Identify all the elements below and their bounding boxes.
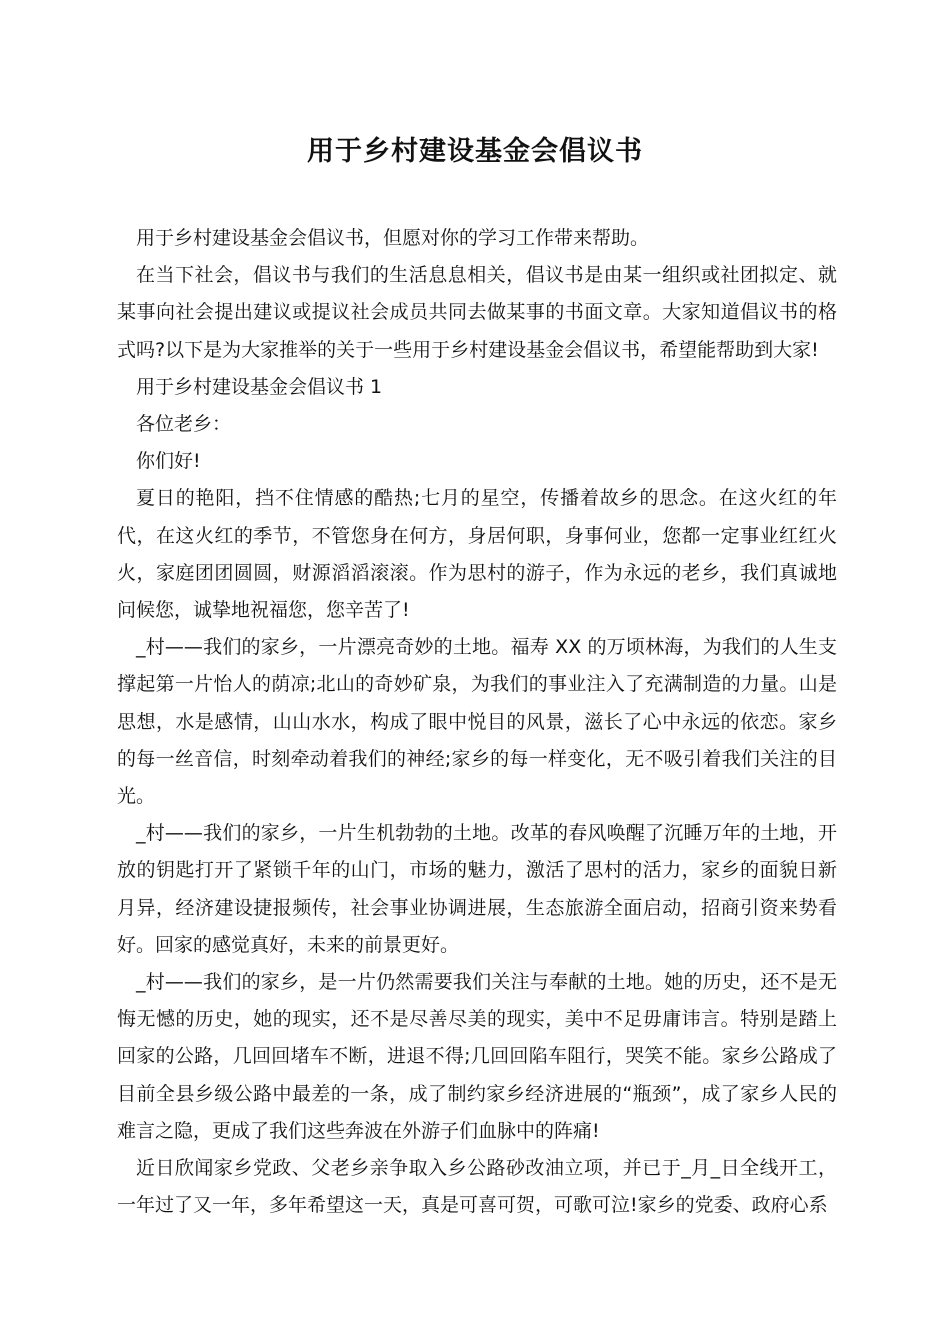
paragraph-road-project: 近日欣闻家乡党政、父老乡亲争取入乡公路砂改油立项，并已于_月_日全线开工，一年过了又一年，多年希望这一天，真是可喜可贺，可歌可泣!家乡的党委、政府心系 [117,1157,837,1217]
salutation: 各位老乡： [136,413,232,436]
paragraph-hometown-beauty: _村——我们的家乡，一片漂亮奇妙的土地。福寿 XX 的万顷林海，为我们的人生支撑起第一片怡人的荫凉;北山的奇妙矿泉，为我们的事业注入了充满制造的力量。山是思想，水是感情，山山水水，构成了眼中悦目的风景，滋长了心中永远的依恋。家乡的每一丝音信，时刻牵动着我们的神经;家乡的每一样变化，无不吸引着我们关注的目光。 [117,636,837,808]
paragraph-summer: 夏日的艳阳，挡不住情感的酷热;七月的星空，传播着故乡的思念。在这火红的年代，在这火红的季节，不管您身在何方，身居何职，身事何业，您都一定事业红红火火，家庭团团圆圆，财源滔滔滚滚。作为思村的游子，作为永远的老乡，我们真诚地问候您，诚挚地祝福您，您辛苦了! [117,487,837,622]
document-title: 用于乡村建设基金会倡议书 [307,136,643,167]
document-body [117,220,837,1224]
section-heading: 用于乡村建设基金会倡议书 1 [136,375,383,398]
paragraph-hometown-needs: _村——我们的家乡，是一片仍然需要我们关注与奉献的土地。她的历史，还不是无悔无憾的历史，她的现实，还不是尽善尽美的现实，美中不足毋庸讳言。特别是踏上回家的公路，几回回堵车不断，进退不得;几回回陷车阻行，哭笑不能。家乡公路成了目前全县乡级公路中最差的一条，成了制约家乡经济进展的“瓶颈”，成了家乡人民的难言之隐，更成了我们这些奔波在外游子们血脉中的阵痛! [117,971,837,1142]
paragraph-background: 在当下社会，倡议书与我们的生活息息相关，倡议书是由某一组织或社团拟定、就某事向社会提出建议或提议社会成员共同去做某事的书面文章。大家知道倡议书的格式吗?以下是为大家推举的关于一些用于乡村建设基金会倡议书，希望能帮助到大家! [117,264,837,361]
paragraph-hometown-vitality: _村——我们的家乡，一片生机勃勃的土地。改革的春风唤醒了沉睡万年的土地，开放的钥匙打开了紧锁千年的山门，市场的魅力，激活了思村的活力，家乡的面貌日新月异，经济建设捷报频传，社会事业协调进展，生态旅游全面启动，招商引资来势看好。回家的感觉真好，未来的前景更好。 [117,822,837,956]
greeting: 你们好! [136,450,201,473]
paragraph-intro: 用于乡村建设基金会倡议书，但愿对你的学习工作带来帮助。 [136,227,650,249]
